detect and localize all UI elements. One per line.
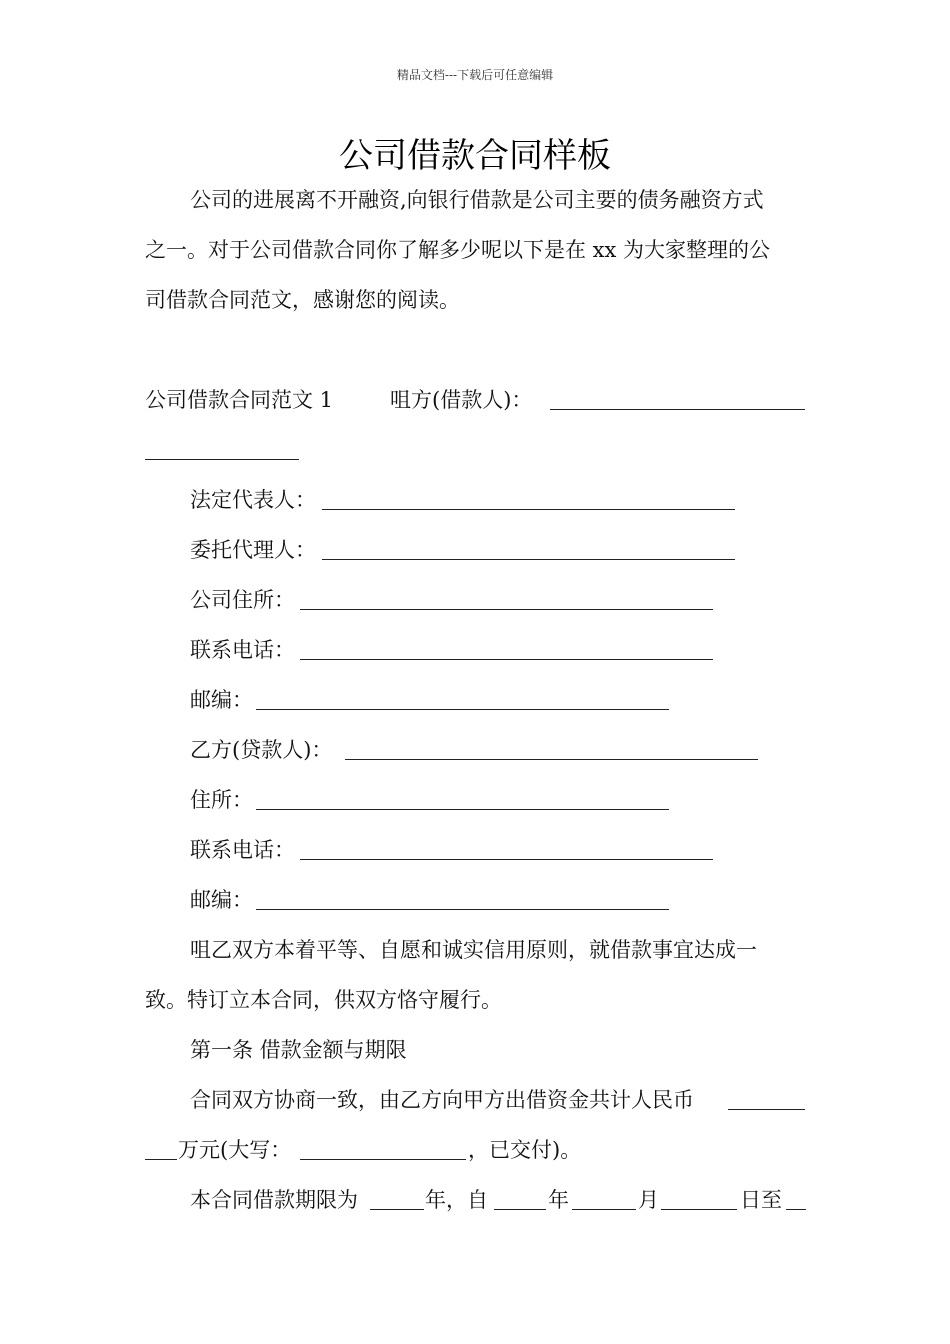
party-a-blank-cont [145, 439, 299, 460]
document-title: 公司借款合同样板 [339, 136, 611, 176]
principle-line-1: 咀乙双方本着平等、自愿和诚实信用原则，就借款事宜达成一 [190, 938, 757, 962]
amount-line-2a: 万元(大写： [178, 1138, 292, 1162]
field-b-phone [190, 836, 295, 864]
term-year-unit: 年 [548, 1188, 569, 1212]
amount-line-1: 合同双方协商一致，由乙方向甲方出借资金共计人民币 [190, 1088, 694, 1112]
field-blank [322, 539, 735, 560]
field-label: 邮编： [190, 888, 253, 912]
principle-line-2: 致。特订立本合同，供双方恪守履行。 [145, 988, 502, 1012]
amount-blank-cont [145, 1139, 177, 1160]
field-label: 联系电话： [190, 838, 295, 862]
amount-line-2b: ，已交付)。 [468, 1138, 582, 1162]
field-label: 邮编： [190, 688, 253, 712]
field-blank [300, 839, 713, 860]
field-label: 住所： [190, 788, 253, 812]
field-label: 联系电话： [190, 638, 295, 662]
field-blank [322, 489, 735, 510]
section-heading: 公司借款合同范文 1 [145, 388, 334, 412]
party-a-label: 咀方(借款人)： [390, 388, 533, 412]
field-phone [190, 636, 295, 664]
field-b-postcode [190, 886, 253, 914]
party-b-label: 乙方(贷款人)： [190, 738, 333, 762]
field-agent [190, 536, 316, 564]
field-blank [256, 889, 669, 910]
intro-line-2: 之一。对于公司借款合同你了解多少呢以下是在 xx 为大家整理的公 [145, 238, 771, 262]
term-day-to: 日至 [740, 1188, 782, 1212]
term-years-blank [370, 1189, 424, 1210]
term-year-from: 年，自 [425, 1188, 488, 1212]
end-blank [786, 1189, 806, 1210]
field-b-address [190, 786, 253, 814]
start-month-blank [572, 1189, 636, 1210]
field-blank [300, 639, 713, 660]
field-blank [256, 689, 669, 710]
party-a-blank [550, 389, 805, 410]
term-month-unit: 月 [638, 1188, 659, 1212]
field-legal-rep [190, 486, 316, 514]
field-label: 委托代理人： [190, 538, 316, 562]
intro-line-3: 司借款合同范文，感谢您的阅读。 [145, 288, 460, 312]
start-day-blank [661, 1189, 737, 1210]
field-address [190, 586, 295, 614]
field-blank [300, 589, 713, 610]
intro-line-1: 公司的进展离不开融资,向银行借款是公司主要的债务融资方式 [190, 188, 764, 212]
start-year-blank [494, 1189, 546, 1210]
field-blank [256, 789, 669, 810]
term-label: 本合同借款期限为 [190, 1188, 358, 1212]
amount-uppercase-blank [300, 1139, 466, 1160]
article-1-heading: 第一条 借款金额与期限 [190, 1038, 407, 1062]
page-header: 精品文档---下载后可任意编辑 [396, 68, 554, 82]
amount-blank [728, 1089, 805, 1110]
party-b-blank [345, 739, 758, 760]
field-label: 法定代表人： [190, 488, 316, 512]
field-postcode [190, 686, 253, 714]
field-label: 公司住所： [190, 588, 295, 612]
